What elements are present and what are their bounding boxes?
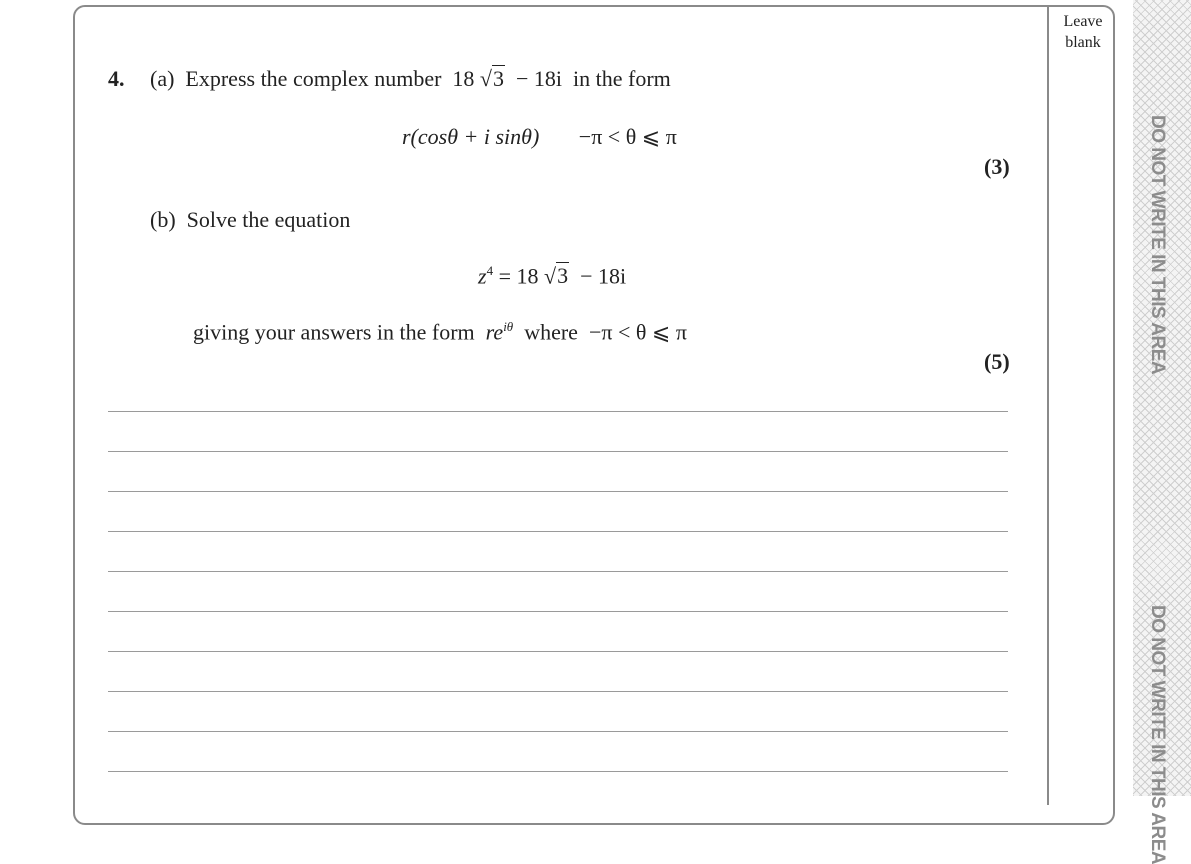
number-rest: − 18i [516,66,563,91]
where: where [524,319,578,345]
answer-line[interactable] [108,491,1008,492]
blank-label: blank [1065,34,1101,51]
part-b-text: Solve the equation [186,207,351,232]
part-a-text: Express the complex number [185,66,442,91]
answer-line[interactable] [108,531,1008,532]
part-a-prompt: (a) Express the complex number 18 √3 − 18i in the form [150,66,671,91]
exp-power: iθ [503,319,514,334]
eq-z: z [478,263,487,289]
coef: 18 [452,66,475,91]
root: 3 [493,66,504,91]
leave-blank-label [1050,11,1116,53]
condition-b: −π < θ ⩽ π [588,319,687,345]
do-not-write-warning-2: DO NOT WRITE IN THIS AREA [1147,605,1168,864]
eq-root: 3 [557,263,569,289]
margin-divider [1047,5,1049,805]
eq-rest: − 18i [580,263,627,289]
answer-line[interactable] [108,651,1008,652]
part-a-form [402,124,677,150]
instruction: giving your answers in the form [193,319,475,345]
answer-line[interactable] [108,611,1008,612]
part-a-label: (a) [150,66,175,91]
answer-line[interactable] [108,771,1008,772]
answer-line[interactable] [108,571,1008,572]
exp-base: re [485,319,504,345]
leave-label: Leave [1063,13,1103,30]
condition-a: −π < θ ⩽ π [578,124,677,149]
eq-equals: = 18 [498,263,539,289]
marks-a: (3) [984,154,1010,179]
question-number: 4. [108,66,125,91]
part-b-instruction [193,319,687,345]
answer-line[interactable] [108,731,1008,732]
marks-b: (5) [984,349,1010,374]
do-not-write-warning: DO NOT WRITE IN THIS AREA [1147,115,1168,375]
part-b-label: (b) [150,207,176,232]
answer-line[interactable] [108,411,1008,412]
part-b-prompt [150,207,350,233]
eq-power: 4 [486,263,494,278]
polar-form: r(cosθ + i sinθ) [402,124,540,149]
answer-line[interactable] [108,451,1008,452]
equation: $z^4 = 18$ √3 − 18i [478,263,627,289]
answer-line[interactable] [108,691,1008,692]
text-after: in the form [573,66,671,91]
